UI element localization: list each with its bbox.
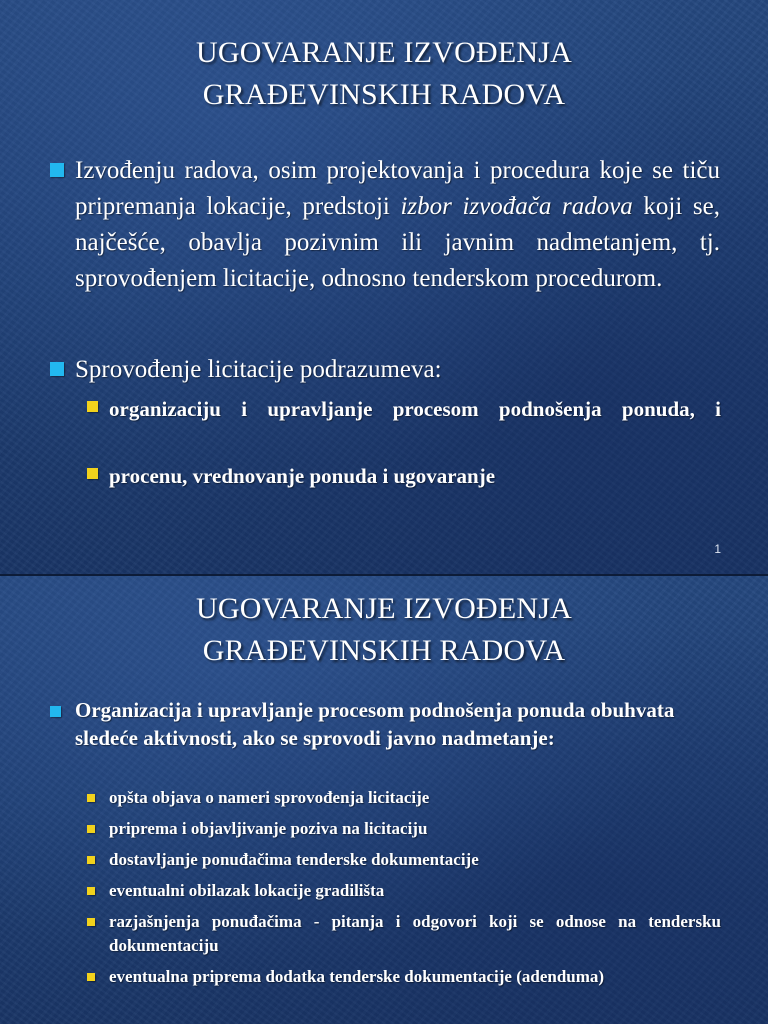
square-bullet-icon [87,825,95,833]
page-number: 1 [714,542,721,556]
slide-1-bullet-1-text-b: koji se, najčešće, obavlja pozivnim ili javnim nadmetanjem, tj. sprovođenjem licitacije, odnosno tenderskom procedurom. [75,193,721,292]
square-bullet-icon [50,163,64,177]
slide-1-sub-1-text: organizaciju i upravljanje procesom podnošenja ponuda, i [109,397,721,421]
slide-2-item: eventualni obilazak lokacije gradilišta [109,881,385,900]
slide-1-title-line-2: GRAĐEVINSKIH RADOVA [202,78,566,111]
square-bullet-icon [87,401,98,412]
slide-1-sub-1 [109,394,721,424]
slide-2-title-line-1: UGOVARANJE IZVOĐENJA [196,592,572,625]
square-bullet-icon [50,706,61,717]
square-bullet-icon [87,918,95,926]
slide-1-title-line-1: UGOVARANJE IZVOĐENJA [196,36,572,69]
slide-2-item: eventualna priprema dodatka tenderske dokumentacije (adenduma) [109,967,605,986]
slide-2-title-line-2: GRAĐEVINSKIH RADOVA [202,634,566,667]
slide-1-bullet-2: Sprovođenje licitacije podrazumeva: [75,356,442,383]
slide-1-bullet-1 [75,153,720,297]
slide-2-item: opšta objava o nameri sprovođenja licitacije [109,788,430,807]
slide-1-title [0,32,768,116]
slide-2-item: razjašnjenja ponuđačima - pitanja i odgovori koji se odnose na tendersku dokumentaciju [109,912,721,955]
slide-2-bullet-1: Organizacija i upravljanje procesom podnošenja ponuda obuhvata sledeće aktivnosti, ako se sprovodi javno nadmetanje: [75,698,675,750]
square-bullet-icon [87,887,95,895]
square-bullet-icon [87,468,98,479]
slide-1-sub-2: procenu, vrednovanje ponuda i ugovaranje [109,464,496,488]
slide-2 [0,576,768,1024]
square-bullet-icon [87,973,95,981]
square-bullet-icon [87,794,95,802]
slide-2-item: priprema i objavljivanje poziva na licitaciju [109,819,428,838]
slide-1-bullet-1-italic: izbor izvođača radova [400,193,633,220]
slide-1-bullet-1-text-a: Izvođenju radova, osim projektovanja i procedura koje se tiču pripremanja lokacije, predstoji [75,157,720,220]
square-bullet-icon [87,856,95,864]
slide-2-item: dostavljanje ponuđačima tenderske dokumentacije [109,850,479,869]
square-bullet-icon [50,362,64,376]
slide-2-title [0,588,768,672]
